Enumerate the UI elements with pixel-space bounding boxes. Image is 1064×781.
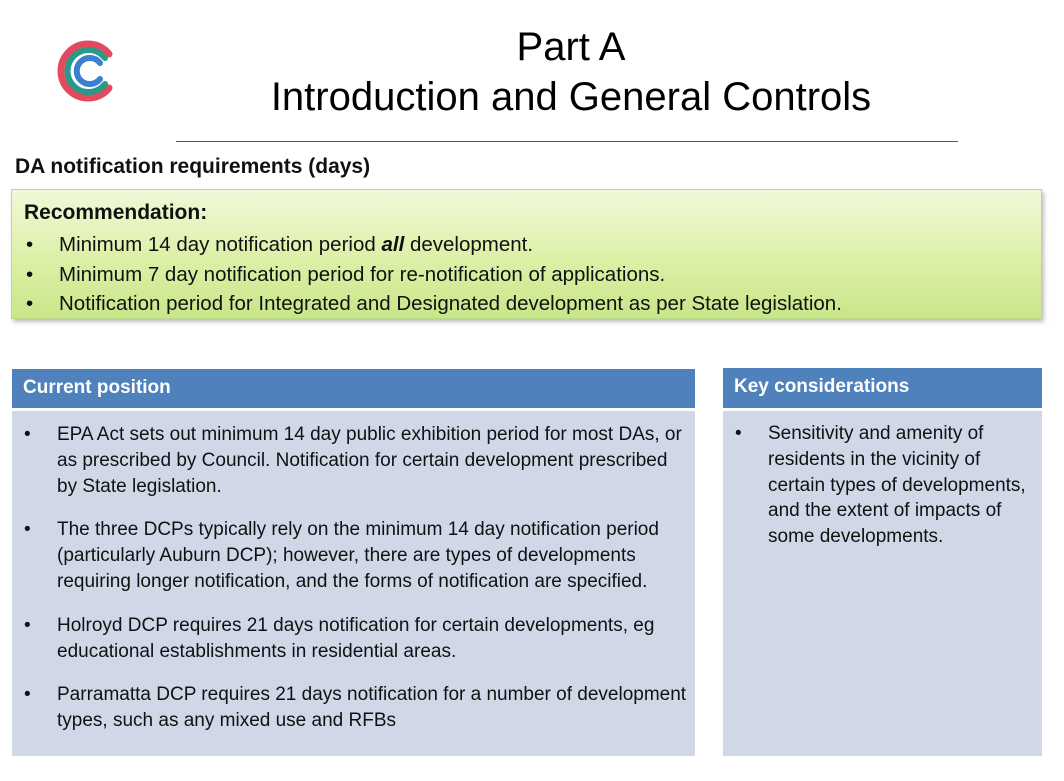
bullet: • — [24, 614, 31, 636]
page-title — [176, 22, 966, 122]
recommendation-item: • Notification period for Integrated and Designated development as per State legislation. — [24, 289, 842, 319]
list-item: • EPA Act sets out minimum 14 day public exhibition period for most DAs, or as prescribed by Council. Notification for certain development prescribed by State legislation. — [24, 424, 682, 497]
recommendation-item: • Minimum 14 day notification period all development. — [24, 230, 842, 260]
key-considerations-panel — [723, 411, 1042, 756]
recommendation-item: • Minimum 7 day notification period for re-notification of applications. — [24, 260, 842, 290]
current-position-list — [24, 422, 689, 752]
current-position-header: Current position — [12, 369, 695, 408]
bullet: • — [26, 292, 34, 315]
emphasis-text: all — [381, 233, 405, 256]
key-considerations-header: Key considerations — [723, 368, 1042, 408]
list-item: • The three DCPs typically rely on the minimum 14 day notification period (particularly Auburn DCP); however, there are types of developments requiring longer notification, and the forms of notification are specified. — [24, 519, 659, 592]
bullet: • — [24, 424, 31, 445]
list-item: • Holroyd DCP requires 21 days notification for certain developments, eg educational establishments in residential areas. — [24, 614, 655, 662]
bullet: • — [24, 519, 31, 541]
stacked-c-logo-icon — [52, 36, 118, 106]
key-considerations-list — [735, 421, 1030, 550]
title-divider — [176, 141, 958, 142]
bullet: • — [26, 233, 34, 256]
bullet: • — [735, 423, 742, 444]
current-position-panel — [12, 411, 695, 756]
title-line-1: Part A — [516, 25, 626, 69]
recommendation-list — [24, 230, 842, 319]
bullet: • — [26, 262, 34, 286]
recommendation-box — [11, 189, 1042, 319]
section-heading: DA notification requirements (days) — [15, 155, 371, 178]
list-item: • Sensitivity and amenity of residents in the vicinity of certain types of developments, and the extent of impacts of some developments. — [735, 423, 1026, 548]
recommendation-title: Recommendation: — [24, 201, 208, 224]
bullet: • — [24, 684, 31, 706]
list-item: • Parramatta DCP requires 21 days notification for a number of development types, such as any mixed use and RFBs — [24, 684, 687, 732]
title-line-2: Introduction and General Controls — [270, 75, 872, 119]
